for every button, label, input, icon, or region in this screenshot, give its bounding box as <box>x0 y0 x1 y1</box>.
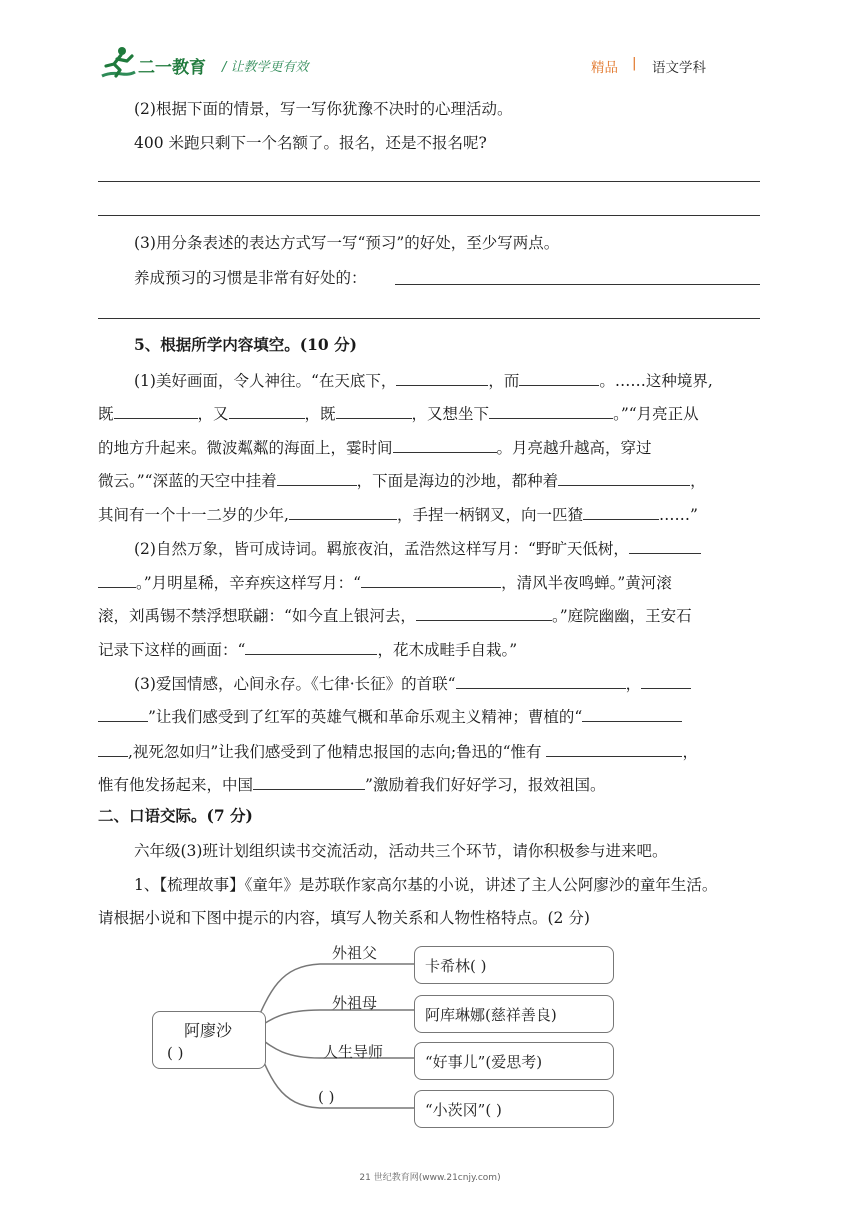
fill-blank[interactable] <box>519 369 599 386</box>
logo-text: 二一教育 <box>138 58 206 78</box>
person-node-box <box>414 995 614 1033</box>
fill-blank[interactable] <box>98 740 128 757</box>
fill-blank[interactable] <box>629 537 701 554</box>
answer-line[interactable] <box>395 284 760 285</box>
relation-label: 外祖母 <box>332 994 378 1012</box>
answer-line[interactable] <box>98 215 760 216</box>
person-node-box <box>414 1090 614 1128</box>
fill-blank[interactable] <box>583 503 659 520</box>
q5-p1-line5: 其间有一个十一二岁的少年, ，手捏一柄钢叉，向一匹猹 ……” <box>98 503 698 525</box>
person-node-text[interactable]: 卡希林( ) <box>425 957 487 975</box>
section2-intro: 六年级(3)班计划组织读书交流活动，活动共三个环节，请你积极参与进来吧。 <box>134 842 668 860</box>
fill-blank[interactable] <box>229 402 305 419</box>
q5-p1-line2: 既 ，又 ，既 ，又想坐下 。”“月亮正从 <box>98 402 699 424</box>
page-footer: 21 世纪教育网(www.21cnjy.com) <box>359 1173 501 1183</box>
person-node-text: “好事儿”(爱思考) <box>425 1053 543 1071</box>
relation-label: 外祖父 <box>332 944 378 962</box>
person-node-box <box>414 1042 614 1080</box>
fill-blank[interactable] <box>558 469 690 486</box>
q4-p3-lead: 养成预习的习惯是非常有好处的： <box>134 269 367 287</box>
header-slogan: / 让教学更有效 <box>222 60 309 75</box>
center-node-name: 阿廖沙 <box>184 1021 233 1040</box>
header-separator: | <box>632 55 637 71</box>
person-node-text[interactable]: “小茨冈”( ) <box>425 1101 502 1119</box>
q4-p2-scene: 400 米跑只剩下一个名额了。报名，还是不报名呢? <box>134 134 487 152</box>
header-tag: 精品 <box>591 60 618 76</box>
fill-blank[interactable] <box>245 638 377 655</box>
fill-blank[interactable] <box>546 740 682 757</box>
answer-line[interactable] <box>98 181 760 182</box>
q5-p1-line1: (1)美好画面，令人神往。“在天底下， ，而 。……这种境界, <box>134 369 760 391</box>
fill-blank[interactable] <box>277 469 357 486</box>
fill-blank[interactable] <box>393 436 497 453</box>
q5-p2-line4: 记录下这样的画面：“ ，花木成畦手自栽。” <box>98 638 517 660</box>
section2-title: 二、口语交际。(7 分) <box>98 806 253 825</box>
fill-blank[interactable] <box>98 571 136 588</box>
fill-blank[interactable] <box>489 402 613 419</box>
fill-blank[interactable] <box>641 672 691 689</box>
q5-p2-line2: 。”月明星稀，辛弃疾这样写月：“ ，清风半夜鸣蝉。”黄河滚 <box>98 571 672 593</box>
fill-blank[interactable] <box>582 705 682 722</box>
center-node-blank[interactable]: ( ) <box>167 1044 184 1062</box>
q5-p2-line1: (2)自然万象，皆可成诗词。羁旅夜泊，孟浩然这样写月：“野旷天低树， <box>134 537 701 559</box>
q5-p3-line1: (3)爱国情感，心间永存。《七律·长征》的首联“ ， <box>134 672 691 694</box>
fill-blank[interactable] <box>98 705 148 722</box>
fill-blank[interactable] <box>416 604 552 621</box>
person-node-text: 阿库琳娜(慈祥善良) <box>425 1006 557 1024</box>
answer-line[interactable] <box>98 318 760 319</box>
header-logo <box>100 46 240 80</box>
q4-p3-prompt: (3)用分条表述的表达方式写一写“预习”的好处，至少写两点。 <box>134 234 560 252</box>
q5-p3-line2: ”让我们感受到了红军的英雄气概和革命乐观主义精神；曹植的“ <box>98 705 682 727</box>
q5-title: 5、根据所学内容填空。(10 分) <box>134 335 357 354</box>
header-subject: 语文学科 <box>652 60 706 76</box>
q4-p2-prompt: (2)根据下面的情景，写一写你犹豫不决时的心理活动。 <box>134 100 513 118</box>
section2-q1-line2: 请根据小说和下图中提示的内容，填写人物关系和人物性格特点。(2 分) <box>98 909 590 927</box>
runner-logo-icon <box>100 46 136 80</box>
fill-blank[interactable] <box>361 571 501 588</box>
fill-blank[interactable] <box>289 503 397 520</box>
fill-blank[interactable] <box>396 369 488 386</box>
fill-blank[interactable] <box>336 402 412 419</box>
relation-blank[interactable]: ( ) <box>318 1088 335 1106</box>
section2-q1-line1: 1、【梳理故事】《童年》是苏联作家高尔基的小说，讲述了主人公阿廖沙的童年生活。 <box>134 876 718 894</box>
fill-blank[interactable] <box>114 402 198 419</box>
fill-blank[interactable] <box>253 773 365 790</box>
q5-p3-line3: ,视死忽如归”让我们感受到了他精忠报国的志向;鲁迅的“惟有 ， <box>98 740 698 762</box>
fill-blank[interactable] <box>456 672 626 689</box>
q5-p2-line3: 滚，刘禹锡不禁浮想联翩：“如今直上银河去， 。”庭院幽幽，王安石 <box>98 604 692 626</box>
q5-p1-line3: 的地方升起来。微波粼粼的海面上，霎时间 。月亮越升越高，穿过 <box>98 436 652 458</box>
center-node-box <box>152 1011 266 1069</box>
person-node-box <box>414 946 614 984</box>
q5-p1-line4: 微云。”“深蓝的天空中挂着 ，下面是海边的沙地，都种着 ， <box>98 469 706 491</box>
relation-label: 人生导师 <box>323 1043 384 1061</box>
q5-p3-line4: 惟有他发扬起来，中国 ”激励着我们好好学习，报效祖国。 <box>98 773 605 795</box>
